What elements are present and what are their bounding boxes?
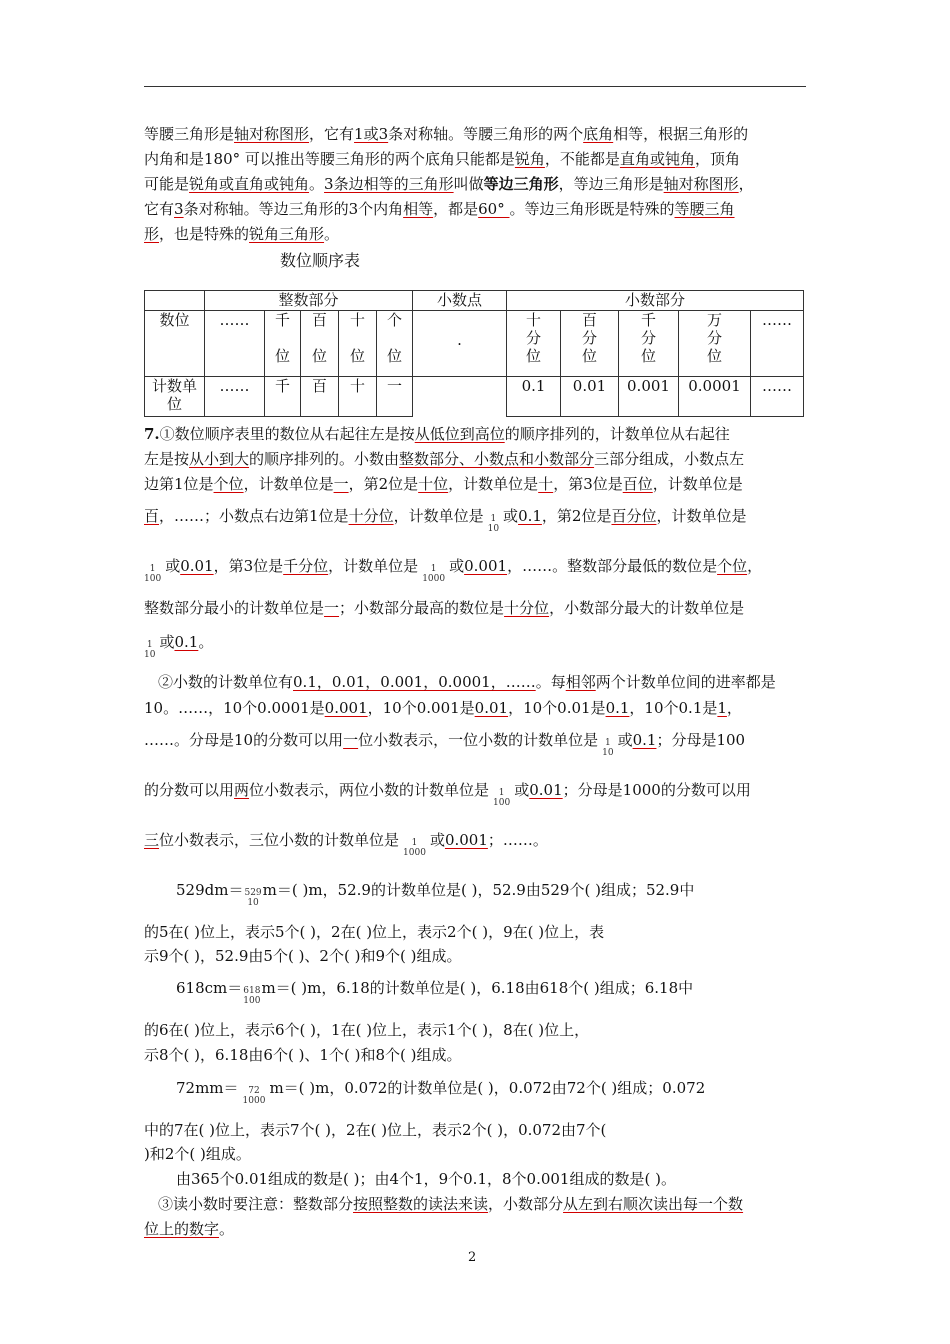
header-decimal: 小数部分 <box>507 291 804 311</box>
s3-line2: 位上的数字。 <box>144 1220 235 1238</box>
place-tens: 十 位 <box>339 311 377 377</box>
s7-line12: 三位小数表示，三位小数的计数单位是 1 1000 或0.001；……。 <box>144 824 548 858</box>
p1-line4: 它有3条对称轴。等边三角形的3个内角相等，都是60° 。等边三角形既是特殊的等腰三角 <box>144 200 735 218</box>
unit-thousand: 千 <box>265 377 301 417</box>
s7-line2: 左是按从小到大的顺序排列的。小数由整数部分、小数点和小数部分三部分组成，小数点左 <box>144 450 745 468</box>
place-hundredths: 百 分 位 <box>561 311 619 377</box>
place-thousandths: 千 分 位 <box>619 311 679 377</box>
s7-line4: 百，……；小数点右边第1位是十分位，计数单位是 1 10 或0.1，第2位是百分位，计数单位是 <box>144 500 747 534</box>
row-label-place: 数位 <box>145 311 205 377</box>
fraction: 1 100 <box>493 788 511 808</box>
unit-dots-right: …… <box>751 377 804 417</box>
cell-dots: …… <box>205 311 265 377</box>
page-number: 2 <box>468 1250 477 1265</box>
header-point: 小数点 <box>413 291 507 311</box>
s7-line3: 边第1位是个位，计数单位是一，第2位是十位，计数单位是十，第3位是百位，计数单位是 <box>144 475 743 493</box>
table-corner <box>145 291 205 311</box>
fraction: 1 1000 <box>422 564 446 584</box>
s7-line10: ……。分母是10的分数可以用一位小数表示，一位小数的计数单位是 1 10 或0.1；分母是100 <box>144 724 745 758</box>
s7-line9: 10。……，10个0.0001是0.001，10个0.001是0.01，10个0.01是0.1，10个0.1是1， <box>144 699 742 717</box>
p1-line1: 等腰三角形是轴对称图形，它有1或3条对称轴。等腰三角形的两个底角相等，根据三角形的 <box>144 125 749 143</box>
unit-tenth: 0.1 <box>507 377 561 417</box>
fraction: 1 10 <box>144 640 156 660</box>
ex-line4: 618cm＝ 618 100 m＝( )m，6.18的计数单位是( )，6.18由618个( )组成；6.18中 <box>176 972 693 1006</box>
place-value-table <box>144 290 804 417</box>
ex-line6: 示8个( )，6.18由6个( )、1个( )和8个( )组成。 <box>144 1046 462 1064</box>
header-rule <box>144 86 806 87</box>
s7-line7: 1 10 或0.1。 <box>144 626 213 660</box>
place-tenths: 十 分 位 <box>507 311 561 377</box>
unit-one: 一 <box>377 377 413 417</box>
s7-line6: 整数部分最小的计数单位是一；小数部分最高的数位是十分位，小数部分最大的计数单位是 <box>144 599 745 617</box>
ex-line3: 示9个( )，52.9由5个( )、2个( )和9个( )组成。 <box>144 947 462 965</box>
row-label-unit: 计数单位 <box>145 377 205 417</box>
decimal-point: · <box>413 311 507 377</box>
place-thousands: 千 位 <box>265 311 301 377</box>
unit-ten: 十 <box>339 377 377 417</box>
unit-hundred: 百 <box>301 377 339 417</box>
cell-dots-right: …… <box>751 311 804 377</box>
p1-line2: 内角和是180° 可以推出等腰三角形的两个底角只能都是锐角，不能都是直角或钝角，顶角 <box>144 150 740 168</box>
s7-line1: 7.①数位顺序表里的数位从右起往左是按从低位到高位的顺序排列的，计数单位从右起往 <box>144 425 730 443</box>
place-ten-thousandths: 万 分 位 <box>679 311 751 377</box>
p1-line3: 可能是锐角或直角或钝角。3条边相等的三角形叫做等边三角形，等边三角形是轴对称图形， <box>144 175 754 193</box>
s7-line8: ②小数的计数单位有0.1，0.01，0.001，0.0001，……。每相邻两个计数单位间的进率都是 <box>158 673 776 691</box>
fraction: 529 10 <box>244 888 262 908</box>
ex-line7: 72mm＝ 72 1000 m＝( )m，0.072的计数单位是( )，0.072由72个( )组成；0.072 <box>176 1072 705 1106</box>
s7-line5: 1 100 或0.01，第3位是千分位，计数单位是 1 1000 或0.001，……。整数部分最低的数位是个位， <box>144 550 762 584</box>
ex-line2: 的5在( )位上，表示5个( )，2在( )位上，表示2个( )，9在( )位上，表 <box>144 923 605 941</box>
ex-line5: 的6在( )位上，表示6个( )，1在( )位上，表示1个( )，8在( )位上， <box>144 1021 590 1039</box>
unit-dots: …… <box>205 377 265 417</box>
unit-point-empty <box>413 377 507 417</box>
place-hundreds: 百 位 <box>301 311 339 377</box>
table-title: 数位顺序表 <box>280 251 361 270</box>
ex-line8: 中的7在( )位上，表示7个( )，2在( )位上，表示2个( )，0.072由7个( <box>144 1121 607 1139</box>
fraction: 1 10 <box>602 738 614 758</box>
unit-thousandth: 0.001 <box>619 377 679 417</box>
fraction: 1 1000 <box>403 838 426 858</box>
s3-line1: ③读小数时要注意：整数部分按照整数的读法来读，小数部分从左到右顺次读出每一个数 <box>158 1195 744 1213</box>
header-integer: 整数部分 <box>205 291 413 311</box>
fraction: 618 100 <box>243 986 261 1006</box>
fraction: 1 100 <box>144 564 162 584</box>
ex-line9: )和2个( )组成。 <box>144 1145 251 1163</box>
fraction: 1 10 <box>487 514 500 534</box>
place-ones: 个 位 <box>377 311 413 377</box>
fraction: 72 1000 <box>242 1086 266 1106</box>
s7-line11: 的分数可以用两位小数表示，两位小数的计数单位是 1 100 或0.01；分母是1000的分数可以用 <box>144 774 751 808</box>
unit-hundredth: 0.01 <box>561 377 619 417</box>
p1-line5: 形，也是特殊的锐角三角形。 <box>144 225 340 243</box>
ex-line10: 由365个0.01组成的数是( )；由4个1，9个0.1，8个0.001组成的数是( )。 <box>176 1170 676 1188</box>
ex-line1: 529dm＝ 529 10 m＝( )m，52.9的计数单位是( )，52.9由529个( )组成；52.9中 <box>176 874 694 908</box>
unit-ten-thousandth: 0.0001 <box>679 377 751 417</box>
